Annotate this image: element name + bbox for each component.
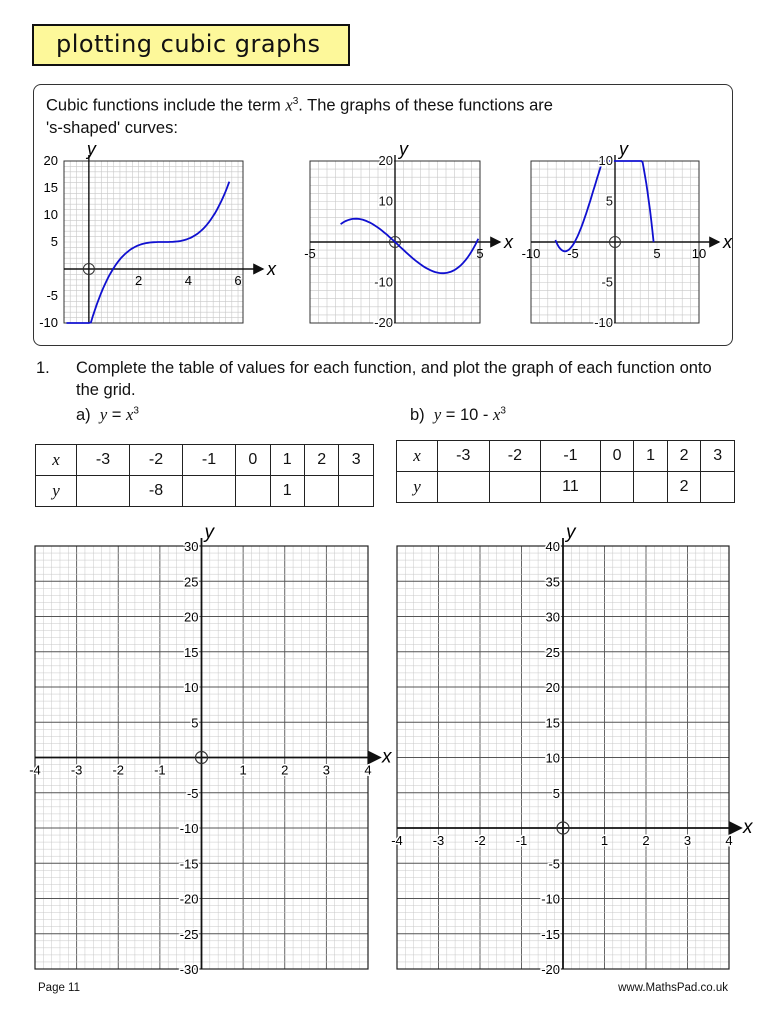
grid-a[interactable] [0, 515, 400, 985]
table-a-x-cell: 1 [270, 445, 304, 476]
table-b-x-header: x [397, 441, 438, 472]
table-b-x-cell: -2 [489, 441, 541, 472]
grid-b-x-tick: 2 [642, 833, 650, 848]
example-graph-2-y-tick: -20 [374, 315, 393, 330]
grid-a-y-tick: 30 [184, 539, 199, 554]
example-graph-3-y-label: y [619, 139, 628, 159]
table-a-y-cell[interactable]: 1 [270, 476, 304, 507]
table-b-x-cell: 2 [667, 441, 701, 472]
grid-a-y-tick: 25 [184, 574, 199, 590]
example-graph-2-x-tick: -5 [304, 246, 316, 261]
table-b-x-cell: -1 [541, 441, 601, 472]
title-box [32, 24, 350, 66]
grid-b-y-tick: -10 [541, 891, 560, 907]
table-a-y-cell[interactable] [77, 476, 130, 507]
grid-a-x-tick: 2 [281, 762, 289, 778]
table-b-y-row [397, 472, 735, 503]
part-b-eq-exp: 3 [500, 405, 506, 417]
part-b-eq-mid: = 10 - [441, 406, 493, 424]
grid-b-y-tick: -5 [548, 856, 560, 872]
example-graph-1 [34, 85, 734, 347]
table-a-x-cell: 2 [304, 445, 338, 476]
intro-term-exp: 3 [292, 96, 299, 107]
table-b-y-cell[interactable] [701, 472, 735, 503]
table-b-y-cell[interactable] [600, 472, 634, 503]
example-graph-3-x-tick: -10 [521, 246, 541, 261]
table-b-y-cell[interactable] [634, 472, 668, 503]
example-graph-2-y-tick: 20 [378, 153, 393, 168]
grid-b-x-tick: 1 [600, 833, 609, 848]
example-graph-3-x-tick: 10 [691, 246, 707, 261]
table-a-y-cell[interactable] [304, 476, 338, 507]
example-graph-1-y-tick: 10 [43, 207, 58, 222]
part-a-letter: a) [76, 406, 91, 424]
part-a-label [76, 405, 139, 425]
part-b-eq-y: y [433, 405, 442, 424]
part-b-eq-x: x [493, 405, 501, 424]
table-a-y-header: y [36, 476, 77, 507]
grid-a-y-tick: 10 [184, 680, 199, 695]
example-graph-2-x-label: x [504, 232, 513, 252]
grid-a-y-tick: -20 [179, 891, 199, 907]
example-graph-3-curve [555, 161, 653, 251]
table-b [396, 440, 735, 503]
table-b-x-row [397, 441, 735, 472]
table-a-y-cell[interactable]: -8 [130, 476, 183, 507]
grid-b-x-tick: 4 [725, 833, 733, 848]
table-b-y-cell[interactable]: 11 [541, 472, 601, 503]
example-graph-3-y-tick: -5 [601, 274, 613, 290]
footer-site: www.MathsPad.co.uk [618, 982, 728, 994]
grid-b-y-tick: 10 [545, 750, 560, 766]
example-graph-3-x-tick: -5 [567, 246, 579, 261]
table-a-y-cell[interactable] [339, 476, 374, 507]
intro-term-var: x [285, 95, 293, 115]
table-b-y-cell[interactable]: 2 [667, 472, 701, 503]
intro-line1-end: . The graphs of these functions are [298, 96, 553, 115]
example-graph-1-curve [67, 182, 230, 323]
table-a-x-cell: -3 [77, 445, 130, 476]
intro-line2: 's-shaped' curves: [46, 118, 178, 137]
grid-b-x-tick: -1 [515, 833, 528, 848]
table-a [35, 444, 374, 507]
table-a-x-row [36, 445, 374, 476]
example-graph-2-y-tick: 10 [378, 193, 393, 209]
grid-a-x-tick: 3 [322, 762, 330, 778]
example-graph-1-y-tick: -5 [46, 288, 58, 303]
grid-a-y-label: y [204, 522, 214, 543]
example-graph-1-y-tick: 20 [43, 153, 58, 168]
intro-line1-start: Cubic functions include the term [46, 96, 286, 115]
grid-a-x-tick: 1 [239, 762, 247, 778]
grid-b-y-tick: 20 [545, 680, 560, 695]
grid-b-y-tick: -20 [541, 962, 560, 977]
part-b-label [410, 405, 506, 425]
grid-a-y-tick: -10 [179, 821, 199, 836]
grid-b-y-tick: 40 [545, 539, 560, 554]
grid-b-x-label: x [743, 817, 753, 838]
example-graph-1-x-tick: 2 [134, 273, 143, 288]
page-number: Page 11 [38, 982, 80, 994]
example-graph-1-x-tick: 6 [234, 273, 242, 288]
grid-a-x-tick: -2 [112, 762, 125, 778]
grid-b-y-tick: 15 [545, 715, 560, 731]
part-a-eq-x: x [125, 405, 134, 424]
grid-a-y-tick: 20 [184, 609, 199, 625]
part-a-eq-y: y [99, 405, 108, 424]
example-graph-1-x-tick: 4 [184, 273, 192, 288]
table-a-x-cell: -2 [130, 445, 183, 476]
question-number: 1. [36, 359, 50, 377]
table-a-x-cell: 3 [339, 445, 374, 476]
grid-a-x-tick: -3 [70, 762, 83, 778]
example-graph-3-y-tick: 5 [605, 193, 613, 209]
grid-a-y-tick: -25 [179, 926, 199, 942]
grid-a-x-label: x [382, 746, 392, 768]
example-graph-3-x-tick: 5 [653, 246, 661, 261]
grid-b-y-tick: 35 [545, 574, 560, 590]
grid-b-x-tick: -2 [474, 833, 486, 848]
grid-a-x-tick: -1 [154, 762, 166, 778]
table-a-y-row [36, 476, 374, 507]
table-b-y-cell[interactable] [438, 472, 490, 503]
part-b-letter: b) [410, 406, 425, 424]
table-a-y-cell[interactable] [183, 476, 236, 507]
grid-b-x-tick: -4 [391, 833, 403, 848]
grid-a-y-tick: -30 [179, 962, 199, 977]
table-b-y-header: y [397, 472, 438, 503]
grid-a-y-tick: -15 [179, 856, 199, 872]
table-b-x-cell: 1 [634, 441, 668, 472]
grid-b-x-tick: -3 [432, 833, 445, 848]
grid-a-y-tick: -5 [186, 785, 199, 801]
example-graph-3-y-tick: -10 [594, 315, 613, 330]
table-b-x-cell: 0 [600, 441, 634, 472]
table-a-x-header: x [36, 445, 77, 476]
example-graph-2-x-tick: 5 [476, 246, 484, 261]
grid-a-y-tick: 15 [184, 644, 199, 660]
grid-b-y-tick: -15 [541, 926, 560, 942]
table-b-x-cell: 3 [701, 441, 735, 472]
grid-a-x-tick: 4 [364, 762, 372, 778]
example-graph-1-y-tick: -10 [39, 315, 58, 330]
question-text: Complete the table of values for each function, and plot the graph of each function onto the grid. [76, 359, 712, 399]
grid-a-x-tick: -4 [29, 762, 41, 778]
page-title: plotting cubic graphs [56, 30, 321, 58]
example-graph-1-x-label: x [267, 259, 276, 279]
grid-b-y-label: y [566, 522, 576, 543]
table-b-y-cell[interactable] [489, 472, 541, 503]
example-graph-1-y-tick: 5 [50, 234, 58, 249]
example-graph-2-y-label: y [399, 139, 408, 159]
table-a-x-cell: -1 [183, 445, 236, 476]
grid-a-y-tick: 5 [191, 715, 199, 731]
grid-b[interactable] [380, 515, 768, 985]
grid-b-y-tick: 30 [545, 609, 560, 625]
table-b-x-cell: -3 [438, 441, 490, 472]
example-graph-1-y-tick: 15 [43, 180, 58, 195]
grid-b-x-tick: 3 [683, 833, 692, 848]
part-a-eq-mid: = [107, 406, 126, 424]
example-graph-1-y-label: y [86, 139, 96, 159]
grid-b-y-tick: 5 [552, 785, 560, 801]
table-a-y-cell[interactable] [236, 476, 270, 507]
part-a-eq-exp: 3 [133, 405, 139, 417]
example-graph-2-y-tick: -10 [374, 274, 393, 290]
table-a-x-cell: 0 [236, 445, 270, 476]
example-graph-3-x-label: x [723, 232, 732, 252]
example-graph-3-y-tick: 10 [598, 153, 613, 168]
intro-box [33, 84, 733, 346]
grid-b-y-tick: 25 [545, 644, 560, 660]
